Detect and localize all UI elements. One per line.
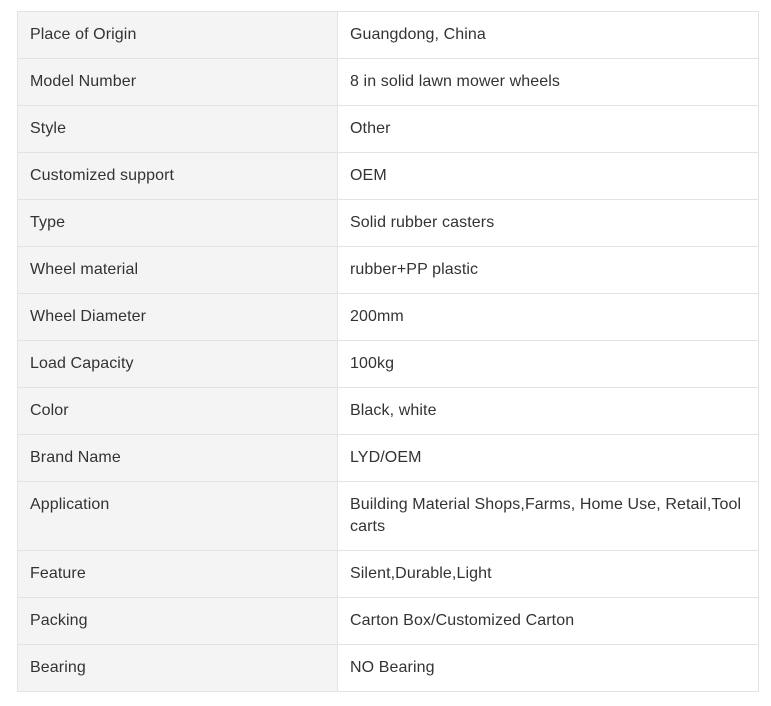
table-row	[18, 435, 759, 482]
spec-value: 8 in solid lawn mower wheels	[338, 59, 759, 106]
spec-value: 200mm	[338, 294, 759, 341]
spec-label: Bearing	[18, 645, 338, 692]
table-row	[18, 482, 759, 551]
spec-label: Feature	[18, 551, 338, 598]
product-spec-table	[17, 11, 759, 692]
spec-value: Black, white	[338, 388, 759, 435]
table-row	[18, 106, 759, 153]
table-row	[18, 598, 759, 645]
table-row	[18, 341, 759, 388]
table-row	[18, 645, 759, 692]
spec-value: Carton Box/Customized Carton	[338, 598, 759, 645]
spec-label: Application	[18, 482, 338, 551]
spec-label: Customized support	[18, 153, 338, 200]
table-row	[18, 59, 759, 106]
table-row	[18, 388, 759, 435]
spec-label: Load Capacity	[18, 341, 338, 388]
spec-value: Other	[338, 106, 759, 153]
table-row	[18, 551, 759, 598]
spec-label: Model Number	[18, 59, 338, 106]
spec-label: Packing	[18, 598, 338, 645]
spec-label: Type	[18, 200, 338, 247]
spec-value: OEM	[338, 153, 759, 200]
spec-label: Brand Name	[18, 435, 338, 482]
spec-value: Solid rubber casters	[338, 200, 759, 247]
spec-value: rubber+PP plastic	[338, 247, 759, 294]
spec-label: Place of Origin	[18, 12, 338, 59]
spec-value: NO Bearing	[338, 645, 759, 692]
spec-value: 100kg	[338, 341, 759, 388]
spec-value: Silent,Durable,Light	[338, 551, 759, 598]
spec-value: Guangdong, China	[338, 12, 759, 59]
spec-label: Wheel material	[18, 247, 338, 294]
spec-value: LYD/OEM	[338, 435, 759, 482]
spec-label: Wheel Diameter	[18, 294, 338, 341]
spec-label: Style	[18, 106, 338, 153]
spec-label: Color	[18, 388, 338, 435]
table-row	[18, 294, 759, 341]
table-row	[18, 247, 759, 294]
table-row	[18, 200, 759, 247]
table-row	[18, 12, 759, 59]
spec-value: Building Material Shops,Farms, Home Use, Retail,Tool carts	[338, 482, 759, 551]
table-row	[18, 153, 759, 200]
spec-table-container	[17, 11, 758, 692]
